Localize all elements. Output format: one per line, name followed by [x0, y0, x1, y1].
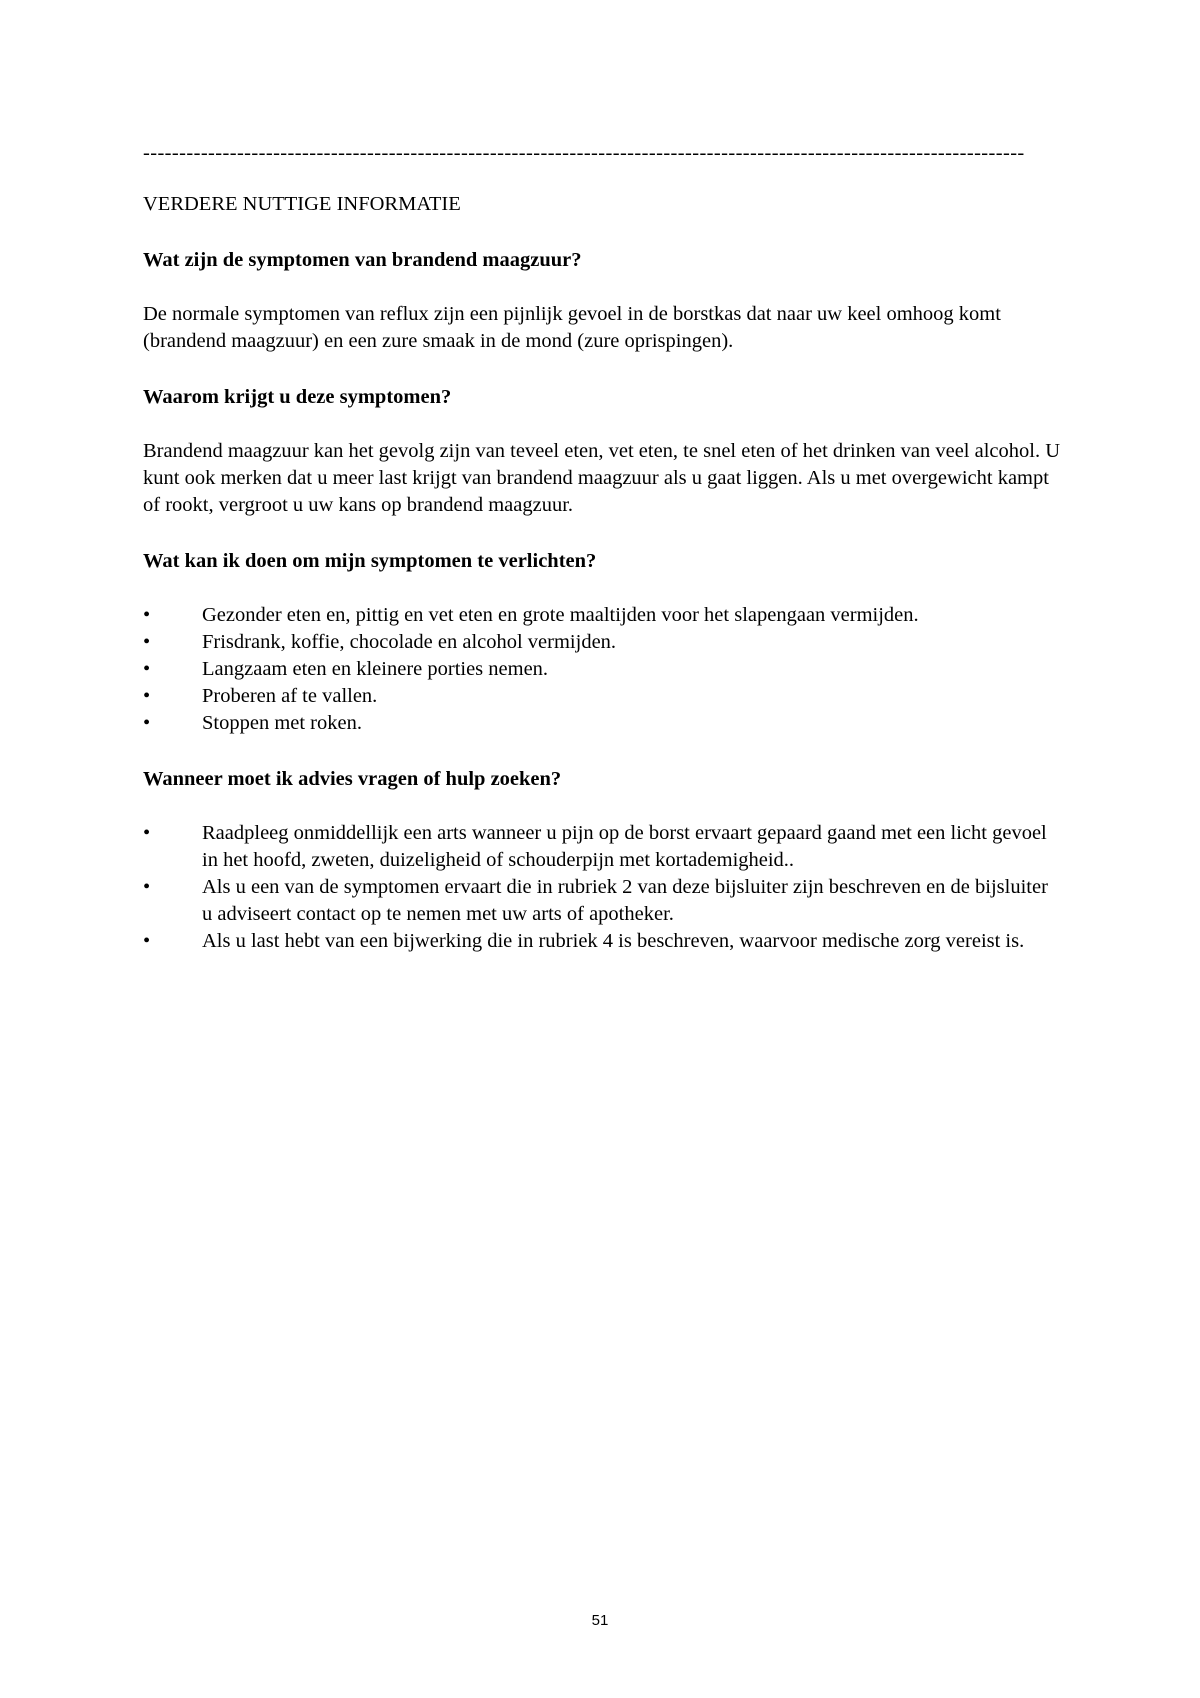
heading-relief: Wat kan ik doen om mijn symptomen te verlichten?	[143, 550, 597, 572]
list-item	[143, 683, 1061, 710]
list-item	[143, 874, 1061, 928]
list-item-text: Frisdrank, koffie, chocolade en alcohol vermijden.	[202, 631, 617, 653]
document-body	[143, 140, 1061, 955]
bullet-glyph: •	[143, 930, 151, 952]
heading-advice: Wanneer moet ik advies vragen of hulp zoeken?	[143, 768, 562, 790]
list-item-text: Proberen af te vallen.	[202, 685, 378, 707]
list-item	[143, 656, 1061, 683]
list-item	[143, 820, 1061, 874]
list-item-text: Als u last hebt van een bijwerking die in rubriek 4 is beschreven, waarvoor medische zorg vereist is.	[202, 930, 1025, 952]
bullet-glyph: •	[143, 712, 151, 734]
bullet-glyph: •	[143, 631, 151, 653]
bullet-glyph: •	[143, 685, 151, 707]
list-item-text: Als u een van de symptomen ervaart die in rubriek 2 van deze bijsluiter zijn beschreven en de bijsluiter u adviseert contact op te nemen met uw arts of apotheker.	[202, 876, 1048, 925]
list-item-text: Raadpleeg onmiddellijk een arts wanneer u pijn op de borst ervaart gepaard gaand met een licht gevoel in het hoofd, zweten, duizeligheid of schouderpijn met kortademigheid..	[202, 822, 1047, 871]
heading-symptoms: Wat zijn de symptomen van brandend maagzuur?	[143, 249, 582, 271]
heading-causes: Waarom krijgt u deze symptomen?	[143, 386, 452, 408]
list-item	[143, 602, 1061, 629]
list-item	[143, 710, 1061, 737]
section-title: VERDERE NUTTIGE INFORMATIE	[143, 193, 461, 215]
page-number: 51	[591, 1612, 609, 1629]
paragraph-symptoms: De normale symptomen van reflux zijn een pijnlijk gevoel in de borstkas dat naar uw keel omhoog komt (brandend maagzuur) en een zure smaak in de mond (zure oprispingen).	[143, 303, 1001, 352]
bullet-glyph: •	[143, 604, 151, 626]
bullet-glyph: •	[143, 876, 151, 898]
list-item	[143, 928, 1061, 955]
divider-line: --------------------------------------------------------------------------------------------------------------------------	[143, 142, 1025, 164]
advice-list	[143, 820, 1061, 955]
bullet-glyph: •	[143, 658, 151, 680]
list-item-text: Gezonder eten en, pittig en vet eten en grote maaltijden voor het slapengaan vermijden.	[202, 604, 919, 626]
bullet-glyph: •	[143, 822, 151, 844]
relief-list	[143, 602, 1061, 737]
list-item-text: Langzaam eten en kleinere porties nemen.	[202, 658, 549, 680]
list-item	[143, 629, 1061, 656]
paragraph-causes: Brandend maagzuur kan het gevolg zijn van teveel eten, vet eten, te snel eten of het drinken van veel alcohol. U kunt ook merken dat u meer last krijgt van brandend maagzuur als u gaat liggen. Als u met overgewicht kampt of rookt, vergroot u uw kans op brandend maagzuur.	[143, 440, 1061, 516]
list-item-text: Stoppen met roken.	[202, 712, 362, 734]
